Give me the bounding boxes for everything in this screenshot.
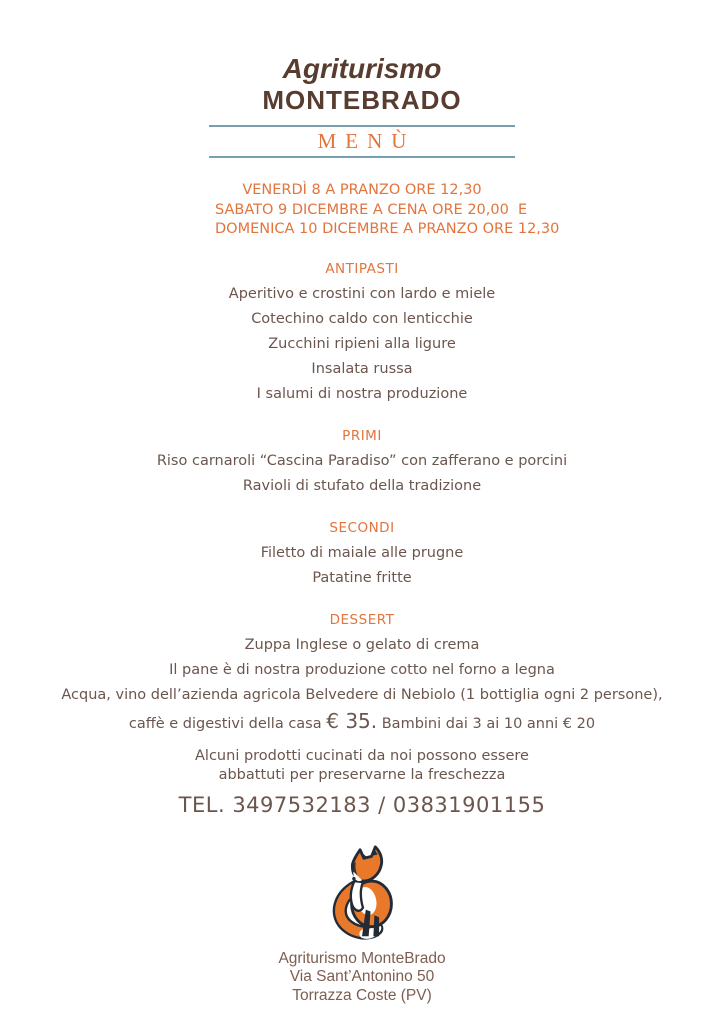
header <box>0 0 724 158</box>
fox-logo-icon <box>324 845 400 940</box>
footer-city: Torrazza Coste (PV) <box>292 986 432 1004</box>
disclaimer-line: Alcuni prodotti cucinati da noi possono essere <box>195 747 529 764</box>
section-header: DESSERT <box>329 611 395 628</box>
page-title: Agriturismo <box>282 53 442 84</box>
menu-item: Riso carnaroli “Cascina Paradiso” con zafferano e porcini <box>156 452 568 469</box>
menu-item: Cotechino caldo con lenticchie <box>251 310 473 327</box>
bread-note: Il pane è di nostra produzione cotto nel forno a legna <box>169 661 555 678</box>
footer <box>0 950 724 1006</box>
schedule-line: DOMENICA 10 DICEMBRE A PRANZO ORE 12,30 <box>215 221 560 237</box>
page-subtitle: MONTEBRADO <box>262 85 462 115</box>
beverages-note-line1: Acqua, vino dell’azienda agricola Belvedere di Nebiolo (1 bottiglia ogni 2 persone), <box>61 686 663 703</box>
phone-number: TEL. 3497532183 / 03831901155 <box>178 792 546 817</box>
menu-item: I salumi di nostra produzione <box>256 385 468 402</box>
menu-title-box <box>209 125 515 158</box>
logo-container <box>0 845 724 944</box>
menu-section-secondi <box>0 516 724 591</box>
schedule <box>0 181 724 240</box>
beverages-note-line2 <box>0 708 724 738</box>
footer-name: Agriturismo MonteBrado <box>278 949 446 967</box>
menu-item: Zuppa Inglese o gelato di crema <box>244 636 480 653</box>
footer-street: Via Sant’Antonino 50 <box>289 968 435 985</box>
menu-item: Zucchini ripieni alla ligure <box>268 335 456 352</box>
beverages-prefix: caffè e digestivi della casa <box>128 715 322 732</box>
disclaimer-line: abbattuti per preservarne la freschezza <box>218 767 506 783</box>
menu-item: Patatine fritte <box>312 569 412 586</box>
menu-section-primi <box>0 424 724 499</box>
menu-item: Aperitivo e crostini con lardo e miele <box>228 285 496 302</box>
menu-item: Filetto di maiale alle prugne <box>260 544 464 561</box>
menu-section-antipasti <box>0 257 724 407</box>
schedule-line: SABATO 9 DICEMBRE A CENA ORE 20,00 E <box>215 201 528 218</box>
section-header: ANTIPASTI <box>325 260 399 277</box>
disclaimer <box>0 747 724 786</box>
menu-item: Ravioli di stufato della tradizione <box>242 477 482 494</box>
section-header: SECONDI <box>329 519 395 536</box>
menu-section-dessert <box>0 608 724 738</box>
children-price: Bambini dai 3 ai 10 anni € 20 <box>381 715 596 732</box>
menu-title: MENÙ <box>317 129 416 153</box>
menu-item: Insalata russa <box>311 360 413 377</box>
section-header: PRIMI <box>342 427 382 444</box>
adult-price: € 35. <box>326 708 378 733</box>
schedule-line: VENERDÌ 8 A PRANZO ORE 12,30 <box>242 182 482 198</box>
